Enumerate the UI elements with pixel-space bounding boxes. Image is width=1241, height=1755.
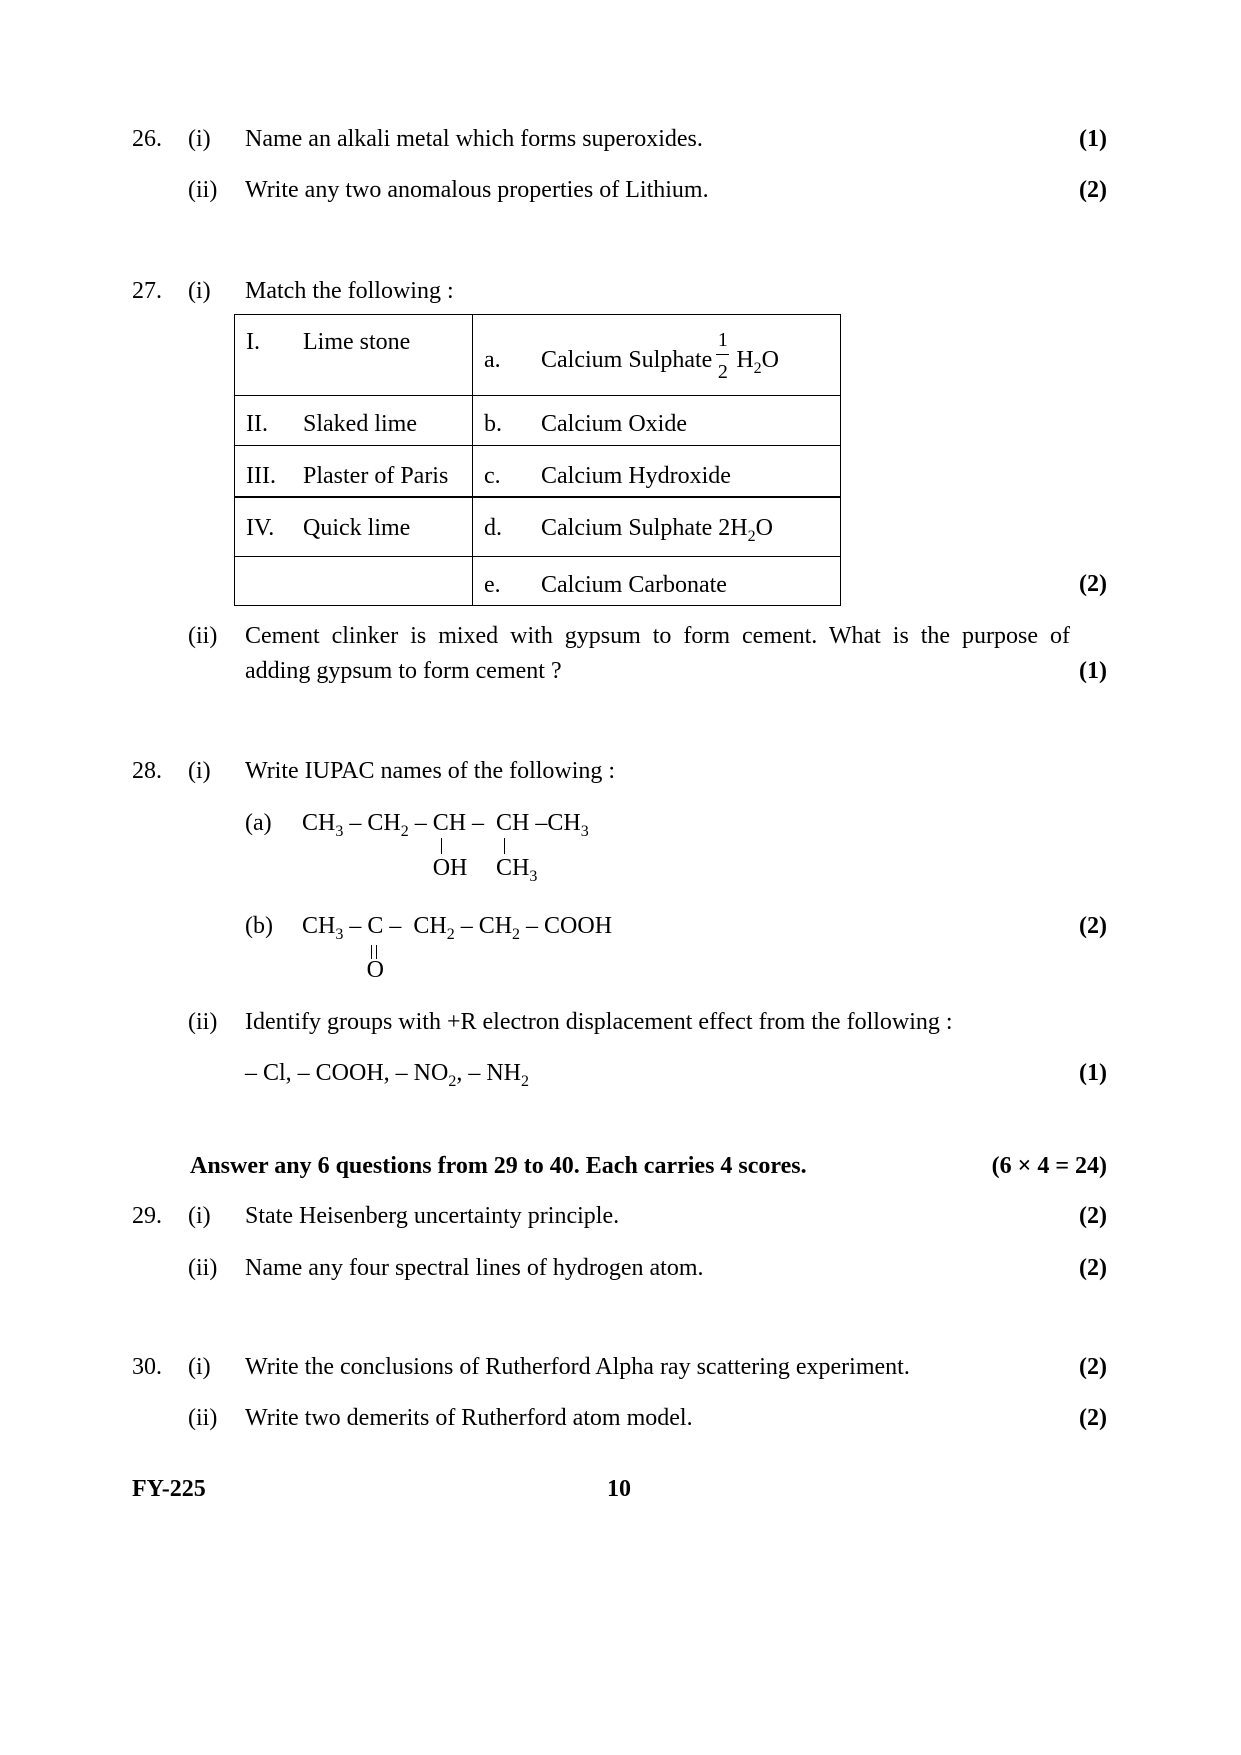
question-number: 26. [132,126,162,152]
part-label: (ii) [188,1405,218,1431]
formula-text: – [466,810,497,836]
column-a-numeral: II. [246,411,268,437]
formula-text: –CH [529,810,581,836]
column-b-letter: e. [484,572,501,598]
formula-text: O [755,515,773,541]
part-label: (ii) [188,1255,218,1281]
formula-subscript: 3 [335,926,344,943]
formula-subscript: 2 [448,1073,457,1090]
part-label: (ii) [188,1009,218,1035]
column-a-numeral: IV. [246,515,275,541]
column-a-item: Slaked lime [303,411,417,437]
section-marks: (6 × 4 = 24) [991,1153,1107,1179]
branch-carbon [432,809,468,881]
marks: (2) [1079,1354,1107,1380]
formula-text: – [343,913,368,939]
substituent-group: OH [432,855,468,881]
marks: (2) [1079,913,1107,939]
question-text: Write two demerits of Rutherford atom model. [245,1405,693,1431]
branch-carbon [496,809,538,885]
column-a-numeral: III. [246,463,276,489]
column-a-item: Quick lime [303,515,411,541]
formula-text: – COOH [520,913,613,939]
column-b-letter: b. [484,411,502,437]
column-b-item: Calcium Carbonate [541,572,727,598]
question-text: Write any two anomalous properties of Lithium. [245,177,709,203]
question-number: 27. [132,278,162,304]
compound-name: Calcium Sulphate 2H [541,515,748,541]
formula-text: – CH [383,913,447,939]
part-label: (i) [188,758,211,784]
structural-formula-a [302,809,589,885]
marks: (2) [1079,1203,1107,1229]
formula-subscript: 2 [753,360,762,377]
formula-text: – [408,810,433,836]
question-number: 30. [132,1354,162,1380]
column-a-numeral: I. [246,329,260,355]
structural-formula-b [302,912,613,983]
formula-text: C [367,913,384,939]
row-divider [235,496,840,498]
formula-text: – CH [343,810,401,836]
column-b-letter: a. [484,347,501,373]
single-bond [504,838,505,854]
paper-code: FY-225 [132,1476,206,1502]
question-number: 29. [132,1203,162,1229]
formula-text: , – NH [456,1060,522,1086]
formula-subscript: 3 [580,823,589,840]
part-label: (ii) [188,623,218,649]
part-label: (i) [188,126,211,152]
formula-text: H [736,347,754,373]
column-b-item: Calcium Hydroxide [541,463,731,489]
group-list [245,1059,530,1090]
formula-text: CH [496,810,530,836]
column-divider [472,315,473,605]
formula-subscript: 2 [400,823,409,840]
fraction-denominator: 2 [717,361,728,383]
marks: (2) [1079,177,1107,203]
column-a-item: Lime stone [303,329,411,355]
question-text: State Heisenberg uncertainty principle. [245,1203,620,1229]
formula-subscript: 3 [529,868,538,885]
question-text-continued: adding gypsum to form cement ? [245,658,562,684]
formula-text: – CH [454,913,513,939]
formula-text: CH [302,913,336,939]
row-divider [235,445,840,446]
question-text: Match the following : [245,278,454,304]
marks: (1) [1079,126,1107,152]
formula-text: CH [432,810,467,836]
question-text: Write the conclusions of Rutherford Alpha ray scattering experiment. [245,1354,910,1380]
part-label: (ii) [188,177,218,203]
marks: (2) [1079,1255,1107,1281]
formula-subscript: 2 [747,528,756,545]
column-b-letter: c. [484,463,501,489]
formula-subscript: 2 [512,926,521,943]
formula-text: CH [302,810,336,836]
single-bond [441,838,442,854]
marks: (2) [1079,571,1107,597]
section-instruction: Answer any 6 questions from 29 to 40. Each carries 4 scores. [190,1153,807,1179]
fraction-numerator: 1 [717,329,728,351]
part-label: (i) [188,1354,211,1380]
part-label: (i) [188,278,211,304]
row-divider [235,395,840,396]
formula-text: O [761,347,779,373]
subpart-label: (b) [245,913,273,939]
column-a-item: Plaster of Paris [303,463,449,489]
question-text: Identify groups with +R electron displacement effect from the following : [245,1009,953,1035]
formula-text: – Cl, – COOH, – NO [245,1060,449,1086]
question-number: 28. [132,758,162,784]
question-text: Name an alkali metal which forms superoxides. [245,126,703,152]
marks: (1) [1079,1060,1107,1086]
formula-subscript: 3 [335,823,344,840]
fraction-bar [716,354,729,355]
column-b-item [541,514,773,545]
question-text: Cement clinker is mixed with gypsum to form cement. What is the purpose of [245,623,1070,649]
question-text: Name any four spectral lines of hydrogen atom. [245,1255,704,1281]
subpart-label: (a) [245,810,272,836]
column-b-item [541,329,779,383]
column-b-letter: d. [484,515,502,541]
compound-name: Calcium Sulphate [541,347,713,373]
page-number: 10 [607,1476,631,1502]
formula-subscript: 2 [446,926,455,943]
row-divider [235,556,840,557]
part-label: (i) [188,1203,211,1229]
match-table [234,314,841,606]
column-b-item: Calcium Oxide [541,411,687,437]
question-text: Write IUPAC names of the following : [245,758,616,784]
formula-subscript: 2 [521,1073,530,1090]
marks: (2) [1079,1405,1107,1431]
carbonyl-carbon [366,912,385,983]
carbonyl-oxygen: O [366,957,385,983]
substituent-group [496,854,538,885]
marks: (1) [1079,658,1107,684]
formula-text: CH [496,855,530,881]
